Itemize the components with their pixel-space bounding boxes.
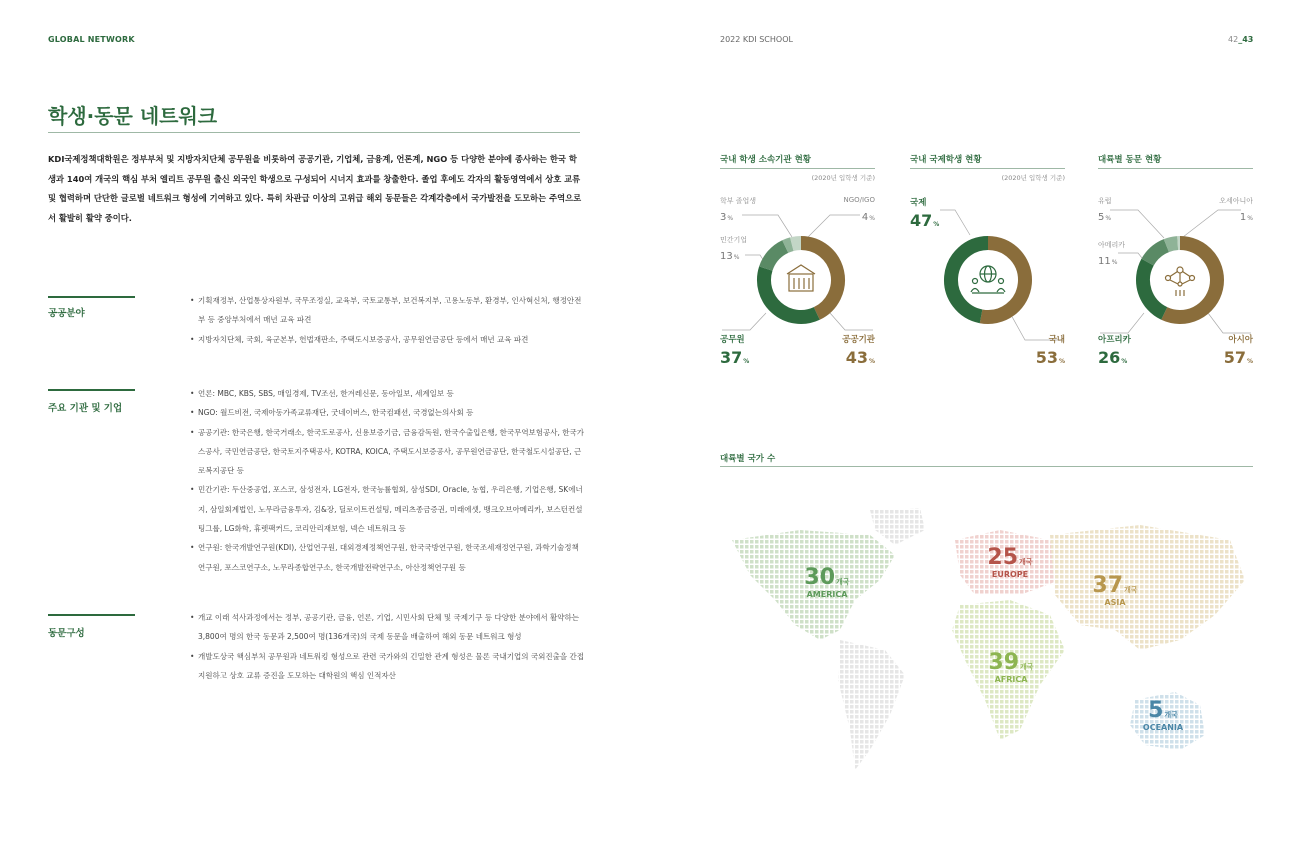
- chart2-value-domestic: 53%: [1035, 348, 1065, 367]
- running-header-section: GLOBAL NETWORK: [48, 35, 135, 44]
- chart1-value-grad: 3%: [720, 212, 734, 223]
- donut-segment: [764, 269, 817, 317]
- list-item: • 지방자치단체, 국회, 육군본부, 헌법재판소, 주택도시보증공사, 공무원연금공단 등에서 매년 교육 파견: [190, 330, 585, 349]
- chart2-donut: [942, 234, 1034, 326]
- europe-name: EUROPE: [991, 570, 1029, 579]
- globe-people-icon: [971, 266, 1005, 293]
- list-item: • 민간기관: 두산중공업, 포스코, 삼성전자, LG전자, 한국능률협회, 삼성SDI, Oracle, 농협, 우리은행, 기업은행, SK에너지, 삼일회계법인, 노무라금융투자, 김&장, 딜로이트컨설팅, 메리츠종금증권, 미래에셋, 뱅크오브아메리카, 보스턴컨설팅그룹, LG화학, 휴렛팩커드, 코리안리재보험, 넥슨 네트워크 등: [190, 480, 585, 538]
- page-numbers: [1228, 35, 1253, 44]
- list-item: • 공공기관: 한국은행, 한국거래소, 한국도로공사, 신용보증기금, 금융감독원, 한국수출입은행, 한국무역보험공사, 한국가스공사, 국민연금공단, 한국토지주택공사, KOTRA, KOICA, 주택도시보증공사, 공무원연금공단, 한국철도시설공단, 근로복지공단 등: [190, 423, 585, 481]
- chart1-label-civil: 공무원: [720, 335, 745, 345]
- page-title: 학생·동문 네트워크: [48, 104, 218, 128]
- intro-paragraph: KDI국제정책대학원은 정부부처 및 지방자치단체 공무원을 비롯하여 공공기관, 기업체, 금융계, 언론계, NGO 등 다양한 분야에 종사하는 한국 학생과 140여 개국의 핵심 부처 엘리트 공무원 출신 외국인 학생으로 구성되어 시너지 효과를 창출한다. 졸업 후에도 각자의 활동영역에서 상호 교류 및 협력하며 단단한 글로벌 네트워크 형성에 기여하고 있다. 특히 차관급 이상의 고위급 해외 동문들은 각계각층에서 국가발전을 도모하는 주역으로서 활발히 활약 중이다.: [48, 154, 582, 223]
- section-bar: [48, 389, 135, 391]
- alumni-list: [190, 608, 585, 685]
- world-map: [720, 500, 1253, 780]
- chart3-value-oceania: 1%: [1239, 212, 1253, 223]
- donut-segment: [801, 243, 838, 313]
- running-header-school: 2022 KDI SCHOOL: [720, 35, 793, 44]
- chart3-label-oceania: 오세아니아: [1219, 197, 1253, 205]
- map-rule: [720, 466, 1253, 467]
- donut-segment: [785, 244, 792, 246]
- section-label-alumni: 동문구성: [48, 628, 85, 639]
- chart3-label-africa: 아프리카: [1098, 335, 1131, 345]
- donut-segment: [1143, 262, 1164, 313]
- map-region-africa: 39개국 AFRICA: [976, 650, 1046, 684]
- chart1-label-private: 민간기업: [720, 236, 748, 244]
- list-item: • 언론: MBC, KBS, SBS, 매일경제, TV조선, 한겨레신문, 동아일보, 세계일보 등: [190, 384, 585, 403]
- list-item: • 개발도상국 핵심부처 공무원과 네트워킹 형성으로 관련 국가와의 긴밀한 관계 형성은 물론 국내기업의 국외진출을 간접 지원하고 상호 교류 증진을 도모하는 대학원의 핵심 인적자산: [190, 647, 585, 686]
- list-item: • 기획재정부, 산업통상자원부, 국무조정실, 교육부, 국토교통부, 보건복지부, 고용노동부, 환경부, 인사혁신처, 행정안전부 등 중앙부처에서 매년 교육 파견: [190, 291, 585, 330]
- public-sector-list: [190, 291, 585, 349]
- asia-name: ASIA: [1104, 598, 1126, 607]
- page-left: 42: [1228, 35, 1239, 44]
- chart2-title: 국내 국제학생 현황: [910, 155, 982, 165]
- chart3-label-europe: 유럽: [1098, 197, 1112, 205]
- map-region-europe: 25개국 EUROPE: [975, 545, 1045, 579]
- africa-count: 39: [988, 650, 1020, 675]
- chart2-rule: [910, 168, 1065, 169]
- africa-name: AFRICA: [994, 675, 1028, 684]
- title-divider: [48, 132, 580, 133]
- donut-segment: [1148, 246, 1167, 263]
- chart3-value-europe: 5%: [1098, 212, 1112, 223]
- greenland-shape: [870, 508, 925, 545]
- donut-segment: [766, 247, 785, 269]
- network-icon: [1166, 267, 1195, 296]
- chart2-basis: (2020년 입학생 기준): [1001, 174, 1065, 182]
- asia-count: 37: [1092, 573, 1124, 598]
- chart1-basis: (2020년 입학생 기준): [811, 174, 875, 182]
- chart1-rule: [720, 168, 875, 169]
- section-label-public: 공공분야: [48, 308, 85, 319]
- chart1-title: 국내 학생 소속기관 현황: [720, 155, 811, 165]
- building-icon: [787, 265, 815, 291]
- oceania-count: 5: [1148, 698, 1164, 723]
- list-item: • 연구원: 한국개발연구원(KDI), 산업연구원, 대외경제정책연구원, 한국국방연구원, 한국조세재정연구원, 과학기술정책연구원, 포스코연구소, 노무라종합연구소, 한국개발전략연구소, 아산정책연구원 등: [190, 538, 585, 577]
- section-bar: [48, 296, 135, 298]
- donut-segment: [792, 243, 801, 244]
- europe-count: 25: [987, 545, 1019, 570]
- chart3-value-asia: 57%: [1223, 348, 1253, 367]
- chart1-label-public: 공공기관: [842, 335, 875, 345]
- chart3-value-africa: 26%: [1098, 348, 1128, 367]
- chart2-label-intl: 국제: [910, 198, 927, 208]
- page-right: _43: [1238, 35, 1254, 44]
- section-bar: [48, 614, 135, 616]
- map-title: 대륙별 국가 수: [720, 454, 776, 464]
- chart1-value-private: 13%: [720, 251, 740, 262]
- america-name: AMERICA: [806, 590, 848, 599]
- chart1-value-ngo: 4%: [861, 212, 875, 223]
- section-label-organizations: 주요 기관 및 기업: [48, 403, 123, 414]
- chart3-rule: [1098, 168, 1253, 169]
- chart3-value-america: 11%: [1098, 256, 1118, 267]
- organizations-list: [190, 384, 585, 577]
- chart1-label-grad: 학부 졸업생: [720, 197, 757, 205]
- map-region-america: 30개국 AMERICA: [792, 565, 862, 599]
- chart1-value-civil: 37%: [720, 348, 750, 367]
- oceania-name: OCEANIA: [1142, 723, 1184, 732]
- donut-segment: [1166, 243, 1177, 246]
- chart1-value-public: 43%: [845, 348, 875, 367]
- chart1-label-ngo: NGO/IGO: [843, 196, 875, 204]
- chart3-donut: [1134, 234, 1226, 326]
- chart3-label-asia: 아시아: [1228, 335, 1253, 345]
- chart1-donut: [755, 234, 847, 326]
- chart2-value-intl: 47%: [910, 211, 940, 230]
- list-item: • 개교 이래 석사과정에서는 정부, 공공기관, 금융, 언론, 기업, 시민사회 단체 및 국제기구 등 다양한 분야에서 활약하는 3,800여 명의 한국 동문과 2,500여 명(136개국)의 국제 동문을 배출하여 해외 동문 네트워크 형성: [190, 608, 585, 647]
- chart3-title: 대륙별 동문 현황: [1098, 155, 1162, 165]
- map-region-oceania: 5개국 OCEANIA: [1128, 698, 1198, 732]
- chart3-label-america: 아메리카: [1098, 241, 1126, 249]
- south-america-shape: [838, 640, 905, 770]
- chart2-label-domestic: 국내: [1048, 335, 1065, 345]
- map-region-asia: 37개국 ASIA: [1080, 573, 1150, 607]
- america-count: 30: [804, 565, 836, 590]
- list-item: • NGO: 월드비전, 국제아동가족교류재단, 굿네이버스, 한국컴패션, 국경없는의사회 등: [190, 403, 585, 422]
